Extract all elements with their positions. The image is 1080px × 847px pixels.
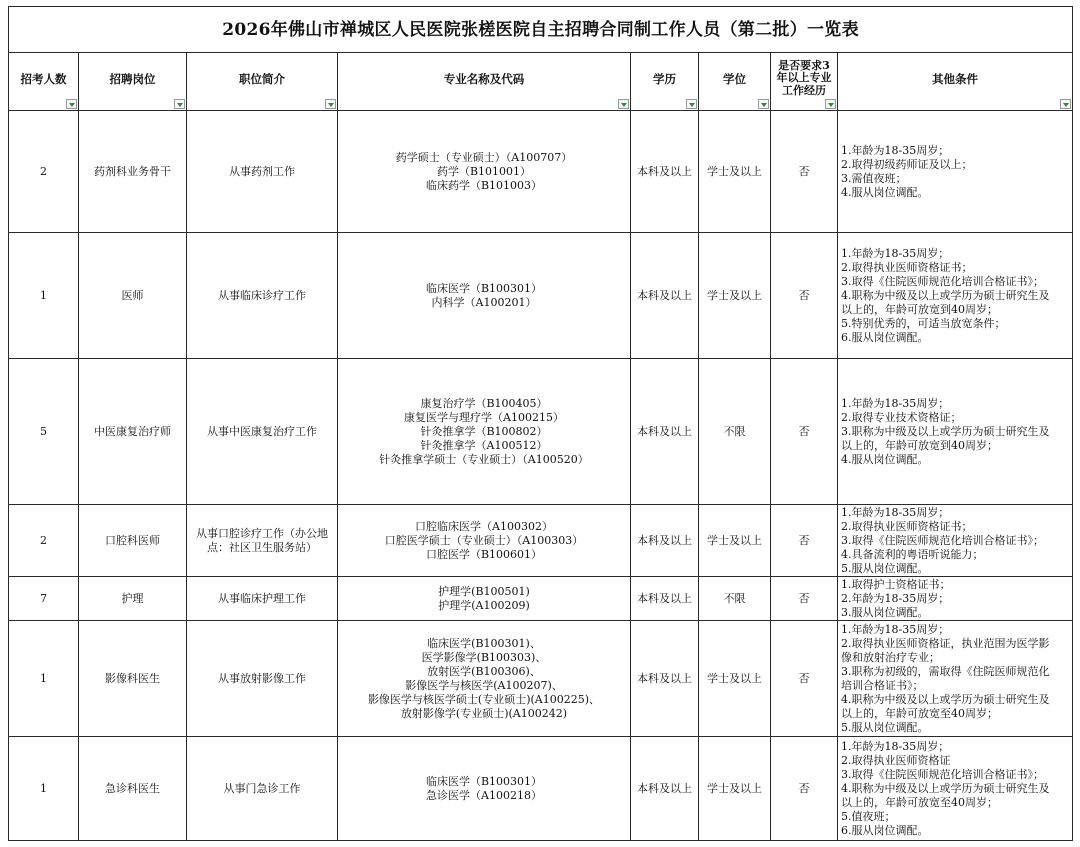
condition-line: 4.服从岗位调配。 xyxy=(841,185,929,199)
major-line: 药学（B101001） xyxy=(436,164,532,178)
condition-line: 5.值夜班； xyxy=(841,809,896,823)
condition-line: 3.服从岗位调配。 xyxy=(841,605,929,619)
header-exp-label: 是否要求3年以上专业工作经历 xyxy=(776,58,832,97)
major-line: 放射影像学(专业硕士)(A100242) xyxy=(400,706,568,720)
condition-line: 3.职称为中级及以上或学历为硕士研究生及 xyxy=(841,424,1050,438)
condition-line: 像和放射治疗专业； xyxy=(841,650,940,664)
cell-degree: 学士及以上 xyxy=(699,505,771,577)
condition-line: 3.需值夜班； xyxy=(841,171,907,185)
cell-post: 影像科医生 xyxy=(79,621,187,737)
cell-degree: 学士及以上 xyxy=(699,111,771,233)
cell-other xyxy=(838,621,1073,737)
major-line: 口腔医学硕士（专业硕士）（A100303） xyxy=(384,533,584,547)
major-line: 内科学（A100201） xyxy=(431,295,537,309)
major-line: 康复治疗学（B100405） xyxy=(420,396,548,410)
major-line: 影像医学与核医学硕士(专业硕士)(A100225)、 xyxy=(367,692,601,706)
condition-line: 2.取得专业技术资格证； xyxy=(841,410,962,424)
condition-line: 4.职称为中级及以上或学历为硕士研究生及 xyxy=(841,781,1050,795)
cell-post: 医师 xyxy=(79,233,187,359)
cell-intro: 从事临床诊疗工作 xyxy=(187,233,338,359)
filter-dropdown-icon[interactable] xyxy=(825,99,836,109)
header-post xyxy=(79,53,187,111)
filter-dropdown-icon[interactable] xyxy=(174,99,185,109)
cell-edu: 本科及以上 xyxy=(631,621,699,737)
cell-major xyxy=(338,111,631,233)
major-line: 口腔医学（B100601） xyxy=(425,547,543,561)
table-row xyxy=(9,359,1073,505)
cell-exp: 否 xyxy=(771,737,838,841)
condition-line: 3.取得《住院医师规范化培训合格证书》； xyxy=(841,767,1044,781)
condition-line: 以上的，年龄可放宽至40周岁； xyxy=(841,795,998,809)
filter-dropdown-icon[interactable] xyxy=(325,99,336,109)
cell-intro: 从事临床护理工作 xyxy=(187,577,338,621)
condition-line: 1.取得护士资格证书； xyxy=(841,577,951,591)
header-degree-label: 学位 xyxy=(723,71,746,86)
cell-edu: 本科及以上 xyxy=(631,505,699,577)
cell-post: 护理 xyxy=(79,577,187,621)
cell-other xyxy=(838,737,1073,841)
major-line: 康复医学与理疗学（A100215） xyxy=(404,410,564,424)
cell-intro: 从事门急诊工作 xyxy=(187,737,338,841)
cell-post: 药剂科业务骨干 xyxy=(79,111,187,233)
cell-edu: 本科及以上 xyxy=(631,359,699,505)
header-major xyxy=(338,53,631,111)
condition-line: 2.取得初级药师证及以上； xyxy=(841,157,973,171)
condition-line: 1.年龄为18-35周岁； xyxy=(841,143,950,157)
condition-line: 4.职称为中级及以上或学历为硕士研究生及 xyxy=(841,288,1050,302)
filter-dropdown-icon[interactable] xyxy=(758,99,769,109)
major-line: 临床医学（B100301） xyxy=(425,281,543,295)
header-count xyxy=(9,53,79,111)
condition-line: 1.年龄为18-35周岁； xyxy=(841,505,950,519)
condition-line: 以上的，年龄可放宽至40周岁； xyxy=(841,706,998,720)
condition-line: 5.服从岗位调配。 xyxy=(841,720,929,734)
cell-degree: 学士及以上 xyxy=(699,737,771,841)
cell-major xyxy=(338,621,631,737)
major-line: 医学影像学(B100303)、 xyxy=(421,650,547,664)
cell-major xyxy=(338,577,631,621)
filter-dropdown-icon[interactable] xyxy=(618,99,629,109)
cell-intro: 从事中医康复治疗工作 xyxy=(187,359,338,505)
condition-line: 以上的，年龄可放宽到40周岁； xyxy=(841,302,998,316)
page-title: 2026年佛山市禅城区人民医院张槎医院自主招聘合同制工作人员（第二批）一览表 xyxy=(9,7,1073,53)
condition-line: 2.取得执业医师资格证，执业范围为医学影 xyxy=(841,636,1050,650)
condition-line: 3.取得《住院医师规范化培训合格证书》； xyxy=(841,274,1044,288)
recruitment-table xyxy=(8,6,1073,841)
cell-intro: 从事放射影像工作 xyxy=(187,621,338,737)
condition-line: 3.取得《住院医师规范化培训合格证书》； xyxy=(841,533,1044,547)
cell-intro xyxy=(187,505,338,577)
cell-other xyxy=(838,577,1073,621)
condition-line: 1.年龄为18-35周岁； xyxy=(841,246,950,260)
header-major-label: 专业名称及代码 xyxy=(443,71,525,86)
condition-line: 3.职称为初级的，需取得《住院医师规范化 xyxy=(841,664,1050,678)
header-other-label: 其他条件 xyxy=(932,71,979,86)
major-line: 临床医学(B100301)、 xyxy=(427,636,541,650)
header-degree xyxy=(699,53,771,111)
cell-count: 2 xyxy=(9,505,79,577)
cell-edu: 本科及以上 xyxy=(631,577,699,621)
cell-exp: 否 xyxy=(771,577,838,621)
condition-line: 2.取得执业医师资格证书； xyxy=(841,519,973,533)
major-line: 临床药学（B101003） xyxy=(425,178,543,192)
cell-major xyxy=(338,233,631,359)
cell-major xyxy=(338,505,631,577)
cell-other xyxy=(838,359,1073,505)
condition-line: 5.特别优秀的，可适当放宽条件； xyxy=(841,316,1006,330)
filter-dropdown-icon[interactable] xyxy=(66,99,77,109)
table-row xyxy=(9,111,1073,233)
cell-count: 2 xyxy=(9,111,79,233)
cell-degree: 不限 xyxy=(699,577,771,621)
cell-other xyxy=(838,505,1073,577)
major-line: 放射医学(B100306)、 xyxy=(427,664,541,678)
major-line: 口腔临床医学（A100302） xyxy=(415,519,553,533)
cell-count: 1 xyxy=(9,737,79,841)
major-line: 急诊医学（A100218） xyxy=(426,788,542,802)
cell-major xyxy=(338,737,631,841)
cell-edu: 本科及以上 xyxy=(631,737,699,841)
condition-line: 1.年龄为18-35周岁； xyxy=(841,739,950,753)
condition-line: 1.年龄为18-35周岁； xyxy=(841,622,950,636)
cell-post: 急诊科医生 xyxy=(79,737,187,841)
condition-line: 2.取得执业医师资格证书； xyxy=(841,260,973,274)
condition-line: 以上的，年龄可放宽到40周岁； xyxy=(841,438,998,452)
header-edu-label: 学历 xyxy=(653,71,676,86)
condition-line: 4.具备流利的粤语听说能力； xyxy=(841,547,984,561)
title-row xyxy=(9,7,1073,53)
table-row xyxy=(9,233,1073,359)
cell-exp: 否 xyxy=(771,505,838,577)
major-line: 针灸推拿学（B100802） xyxy=(420,424,548,438)
cell-exp: 否 xyxy=(771,359,838,505)
intro-line: 点：社区卫生服务站） xyxy=(207,540,317,554)
major-line: 药学硕士（专业硕士）（A100707） xyxy=(395,150,573,164)
table-row xyxy=(9,621,1073,737)
filter-dropdown-icon[interactable] xyxy=(686,99,697,109)
cell-post: 中医康复治疗师 xyxy=(79,359,187,505)
condition-line: 4.服从岗位调配。 xyxy=(841,452,929,466)
table-row xyxy=(9,505,1073,577)
cell-degree: 不限 xyxy=(699,359,771,505)
cell-exp: 否 xyxy=(771,233,838,359)
cell-count: 1 xyxy=(9,621,79,737)
cell-count: 1 xyxy=(9,233,79,359)
header-count-label: 招考人数 xyxy=(20,71,67,86)
condition-line: 2.取得执业医师资格证 xyxy=(841,753,951,767)
cell-exp: 否 xyxy=(771,111,838,233)
cell-exp: 否 xyxy=(771,621,838,737)
condition-line: 6.服从岗位调配。 xyxy=(841,330,929,344)
condition-line: 2.年龄为18-35周岁； xyxy=(841,591,950,605)
recruitment-sheet xyxy=(8,6,1072,841)
major-line: 临床医学（B100301） xyxy=(425,774,543,788)
intro-line: 从事口腔诊疗工作（办公地 xyxy=(196,526,328,540)
major-line: 护理学(A100209) xyxy=(438,598,530,612)
major-line: 针灸推拿学硕士（专业硕士）（A100520） xyxy=(379,452,589,466)
condition-line: 5.服从岗位调配。 xyxy=(841,561,929,575)
filter-dropdown-icon[interactable] xyxy=(1060,99,1071,109)
cell-other xyxy=(838,233,1073,359)
cell-degree: 学士及以上 xyxy=(699,233,771,359)
cell-major xyxy=(338,359,631,505)
major-line: 针灸推拿学（A100512） xyxy=(420,438,548,452)
header-post-label: 招聘岗位 xyxy=(109,71,156,86)
cell-intro: 从事药剂工作 xyxy=(187,111,338,233)
table-row xyxy=(9,737,1073,841)
header-exp xyxy=(771,53,838,111)
header-edu xyxy=(631,53,699,111)
major-line: 护理学(B100501) xyxy=(438,584,530,598)
table-row xyxy=(9,577,1073,621)
cell-other xyxy=(838,111,1073,233)
cell-count: 7 xyxy=(9,577,79,621)
condition-line: 6.服从岗位调配。 xyxy=(841,823,929,837)
header-intro-label: 职位简介 xyxy=(239,71,285,86)
header-intro xyxy=(187,53,338,111)
condition-line: 培训合格证书》； xyxy=(841,678,924,692)
condition-line: 4.职称为中级及以上或学历为硕士研究生及 xyxy=(841,692,1050,706)
header-other xyxy=(838,53,1073,111)
cell-post: 口腔科医师 xyxy=(79,505,187,577)
cell-count: 5 xyxy=(9,359,79,505)
cell-edu: 本科及以上 xyxy=(631,111,699,233)
cell-degree: 学士及以上 xyxy=(699,621,771,737)
major-line: 影像医学与核医学(A100207)、 xyxy=(405,678,563,692)
cell-edu: 本科及以上 xyxy=(631,233,699,359)
header-row xyxy=(9,53,1073,111)
condition-line: 1.年龄为18-35周岁； xyxy=(841,396,950,410)
